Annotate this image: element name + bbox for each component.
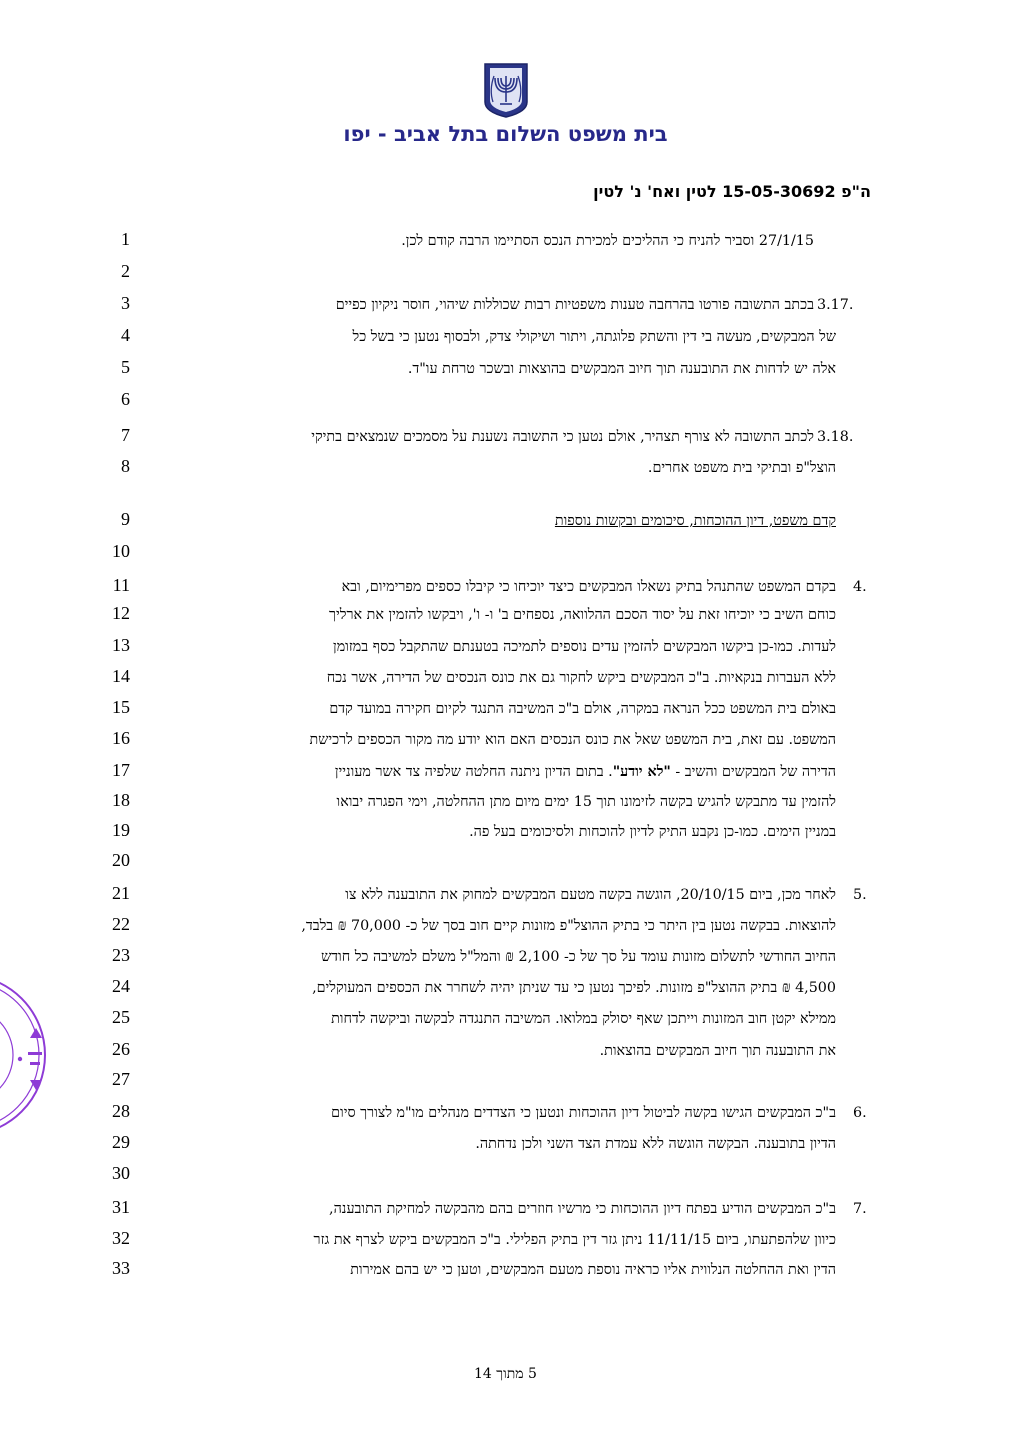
line-number: 31	[112, 1197, 130, 1217]
body-line: המשפט. עם זאת, בית המשפט שאל את כונס הנכסים האם הוא יודע מה מקור הכספים לרכישת	[309, 732, 836, 748]
body-line: במניין הימים. כמו-כן נקבע התיק לדיון להוכחות ולסיכומים בעל פה.	[469, 824, 836, 840]
line-number: 27	[112, 1069, 130, 1089]
body-line: לאחר מכן, ביום 20/10/15, הוגשה בקשה מטעם המבקשים למחוק את התובענה ללא צו	[345, 887, 836, 903]
line-number: 9	[121, 509, 130, 529]
body-line: הדיון בתובענה. הבקשה הוגשה ללא עמדת הצד השני ולכן נדחתה.	[475, 1136, 836, 1152]
body-line: הדין ואת ההחלטה הנלווית אליו כראיה נוספת מטעם המבקשים, וטען כי יש בהם אמירות	[350, 1262, 836, 1278]
body-line: לכתב התשובה לא צורף תצהיר, אולם נטען כי התשובה נשענת על מסמכים שנמצאים בתיקי	[311, 429, 814, 445]
body-line: החיוב החודשי לתשלום מזונות עומד על סך של כ- 2,100 ₪ והמל"ל משלם למשיבה כל חודש	[321, 949, 836, 965]
paragraph-number: 3.17.	[817, 297, 854, 313]
line-number: 18	[112, 790, 130, 810]
body-line: אלה יש לדחות את התובענה תוך חיוב המבקשים בהוצאות ובשכר טרחת עו"ד.	[407, 361, 836, 377]
body-line: של המבקשים, מעשה בי דין והשתק פלוגתה, ויתור ושיקולי צדק, ולבסוף נטען כי בשל כל	[352, 329, 836, 345]
body-line: את התובענה תוך חיוב המבקשים בהוצאות.	[599, 1043, 836, 1059]
line-number: 11	[112, 575, 130, 595]
body-line: בקדם המשפט שהתנהל בתיק נשאלו המבקשים כיצד יוכיחו כי קיבלו כספים מפרימיום, ובא	[341, 579, 836, 595]
line-number: 26	[112, 1039, 130, 1059]
body-line: ממילא יקטן חוב המזונות וייתכן שאף יסולק במלואו. המשיבה התנגדה לבקשה וביקשה לדחות	[331, 1011, 836, 1027]
body-line: לעדות. כמו-כן ביקשו המבקשים להזמין עדים נוספים לתמיכה בטענתם שהתקבל כסף במזומן	[333, 639, 836, 655]
line-number: 7	[121, 425, 130, 445]
line-number: 14	[112, 666, 130, 686]
body-line: הדירה של המבקשים והשיב - "לא יודע". בתום הדיון ניתנה החלטה שלפיה צד אשר מעוניין	[334, 764, 836, 780]
line-number: 30	[112, 1163, 130, 1183]
line-number: 16	[112, 728, 130, 748]
line-number: 15	[112, 697, 130, 717]
line-number: 25	[112, 1007, 130, 1027]
body-line: 4,500 ₪ בתיק ההוצל"פ מזונות. לפיכך נטען כי עד שניתן יהיה לשחרר את הכספים המעוקלים,	[312, 980, 836, 996]
body-line: ב"כ המבקשים הודיע בפתח דיון ההוכחות כי מרשיו חוזרים בהם מהבקשה למחיקת התובענה,	[329, 1201, 836, 1217]
case-title: ה"פ 15-05-30692 לטין ואח' נ' לטין	[593, 182, 871, 201]
line-number: 6	[121, 389, 130, 409]
state-emblem-icon	[483, 62, 529, 118]
line-number: 5	[121, 357, 130, 377]
line-number: 10	[112, 541, 130, 561]
court-name: בית משפט השלום בתל אביב - יפו	[343, 122, 668, 146]
line-number: 20	[112, 850, 130, 870]
line-number: 29	[112, 1132, 130, 1152]
paragraph-number: 5.	[853, 887, 867, 903]
body-line: באולם בית המשפט ככל הנראה במקרה, אולם ב"כ המשיבה התנגד לקיום חקירה במועד קדם	[329, 701, 836, 717]
court-stamp-icon	[0, 970, 50, 1140]
body-line: בכתב התשובה פורטו בהרחבה טענות משפטיות רבות שכוללות שיהוי, חוסר ניקיון כפיים	[335, 297, 814, 313]
body-line: כיוון שלהפתעתו, ביום 11/11/15 ניתן גזר דין בתיק הפלילי. ב"כ המבקשים ביקש לצרף את גזר	[313, 1232, 836, 1248]
section-heading: קדם משפט, דיון ההוכחות, סיכומים ובקשות נוספות	[554, 513, 836, 529]
paragraph-number: 4.	[853, 579, 867, 595]
line-number: 4	[121, 325, 130, 345]
line-number: 1	[121, 229, 130, 249]
line-number: 33	[112, 1258, 130, 1278]
body-line: הוצל"פ ובתיקי בית משפט אחרים.	[647, 460, 836, 476]
line-number: 21	[112, 883, 130, 903]
line-number: 2	[121, 261, 130, 281]
paragraph-number: 6.	[853, 1105, 867, 1121]
body-line: להזמין עד מתבקש להגיש בקשה לזימונו תוך 15 ימים מיום מתן ההחלטה, וימי הפגרה יבואו	[336, 794, 836, 810]
line-number: 24	[112, 976, 130, 996]
line-number: 13	[112, 635, 130, 655]
page-footer: 5 מתוך 14	[474, 1366, 537, 1382]
line-number: 8	[121, 456, 130, 476]
line-number: 22	[112, 914, 130, 934]
line-number: 23	[112, 945, 130, 965]
body-line: ב"כ המבקשים הגישו בקשה לביטול דיון ההוכחות ונטען כי הצדדים מנהלים מו"מ לצורך סיום	[331, 1105, 836, 1121]
body-line: להוצאות. בבקשה נטען בין היתר כי בתיק ההוצל"פ מזונות קיים חוב בסך של כ- 70,000 ₪ בלבד,	[301, 918, 836, 934]
line-number: 19	[112, 820, 130, 840]
line-number: 32	[112, 1228, 130, 1248]
line-number: 12	[112, 603, 130, 623]
paragraph-number: 7.	[853, 1201, 867, 1217]
body-line: כוחם השיב כי יוכיחו זאת על יסוד הסכם ההלוואה, נספחים ב' ו- ו', ויבקשו להזמין את ארליך	[329, 607, 836, 623]
paragraph-number: 3.18.	[817, 429, 854, 445]
line-number: 28	[112, 1101, 130, 1121]
line-number: 3	[121, 293, 130, 313]
line-number: 17	[112, 760, 130, 780]
body-line: ללא העברות בנקאיות. ב"כ המבקשים ביקש לחקור גם את כונס הנכסים של הדירה, אשר נכח	[326, 670, 836, 686]
body-line: 27/1/15 וסביר להניח כי ההליכים למכירת הנכס הסתיימו הרבה קודם לכן.	[401, 233, 814, 249]
